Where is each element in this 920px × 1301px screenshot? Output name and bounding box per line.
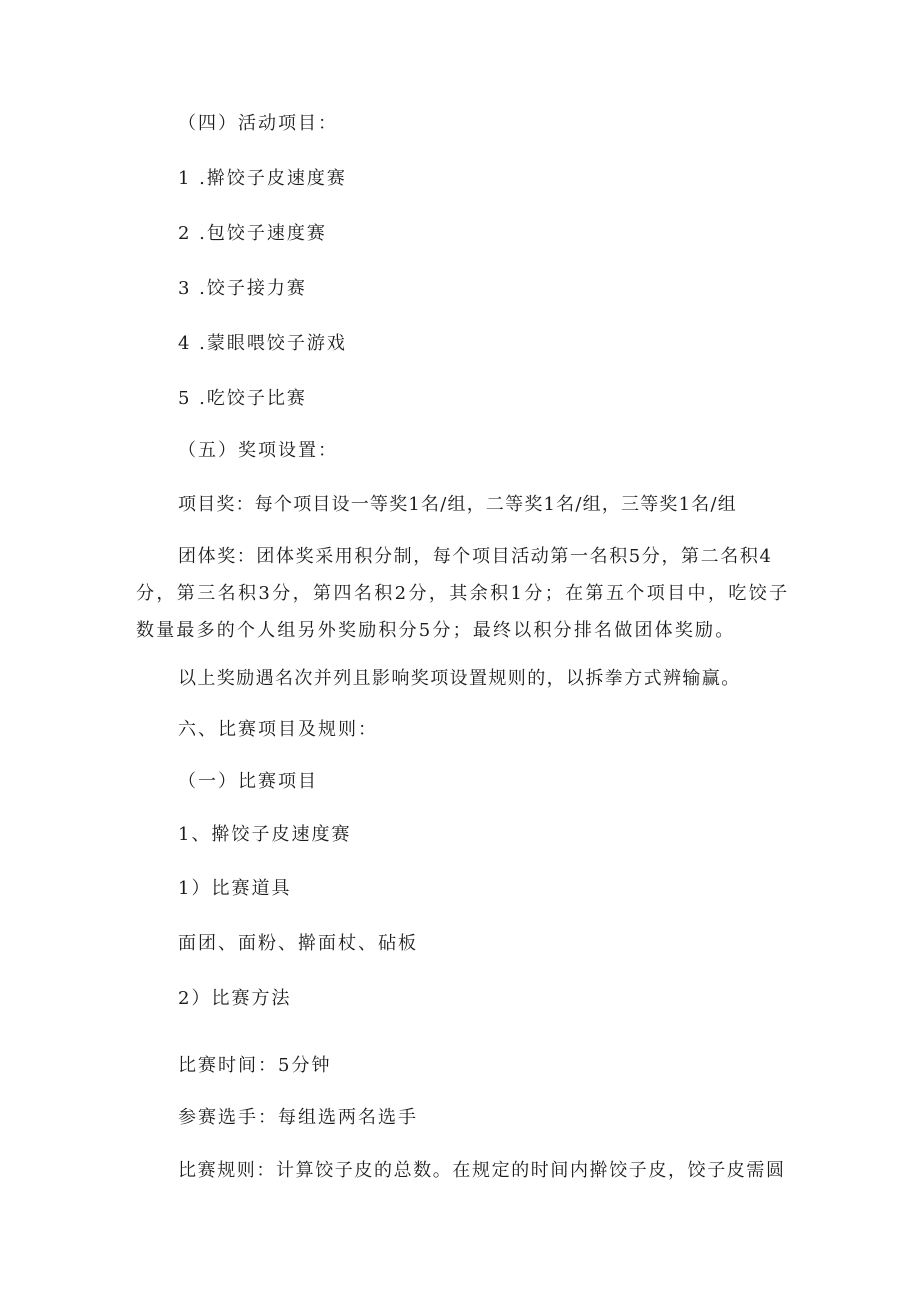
rule-text: 比赛规则：计算饺子皮的总数。在规定的时间内擀饺子皮，饺子皮需圆 bbox=[178, 1160, 786, 1181]
rules-heading: 六、比赛项目及规则： bbox=[178, 719, 378, 740]
time-text: 比赛时间：5分钟 bbox=[178, 1055, 332, 1076]
method-heading: 2）比赛方法 bbox=[178, 988, 292, 1009]
awards-heading: （五）奖项设置： bbox=[178, 440, 338, 461]
players-text: 参赛选手：每组选两名选手 bbox=[178, 1107, 418, 1128]
project-award-text: 项目奖：每个项目设一等奖1名/组，二等奖1名/组，三等奖1名/组 bbox=[178, 494, 737, 515]
activity-item-3: 3 .饺子接力赛 bbox=[178, 278, 307, 299]
activity-item-2: 2 .包饺子速度赛 bbox=[178, 223, 327, 244]
team-award-line-3: 数量最多的个人组另外奖励积分5分；最终以积分排名做团体奖励。 bbox=[136, 620, 736, 641]
props-heading: 1）比赛道具 bbox=[178, 878, 292, 899]
event-title: 1、擀饺子皮速度赛 bbox=[178, 824, 352, 845]
team-award-line-1: 团体奖：团体奖采用积分制，每个项目活动第一名积5分，第二名积4 bbox=[178, 546, 773, 567]
activity-item-4: 4 .蒙眼喂饺子游戏 bbox=[178, 333, 347, 354]
tie-rule-text: 以上奖励遇名次并列且影响奖项设置规则的，以拆拳方式辨输赢。 bbox=[178, 668, 741, 689]
rules-subheading: （一）比赛项目 bbox=[178, 771, 318, 792]
activities-heading: （四）活动项目： bbox=[178, 113, 338, 134]
activity-item-5: 5 .吃饺子比赛 bbox=[178, 388, 307, 409]
team-award-line-2: 分，第三名积3分，第四名积2分，其余积1分；在第五个项目中，吃饺子 bbox=[136, 583, 790, 604]
activity-item-1: 1 .擀饺子皮速度赛 bbox=[178, 168, 347, 189]
props-text: 面团、面粉、擀面杖、砧板 bbox=[178, 933, 418, 954]
